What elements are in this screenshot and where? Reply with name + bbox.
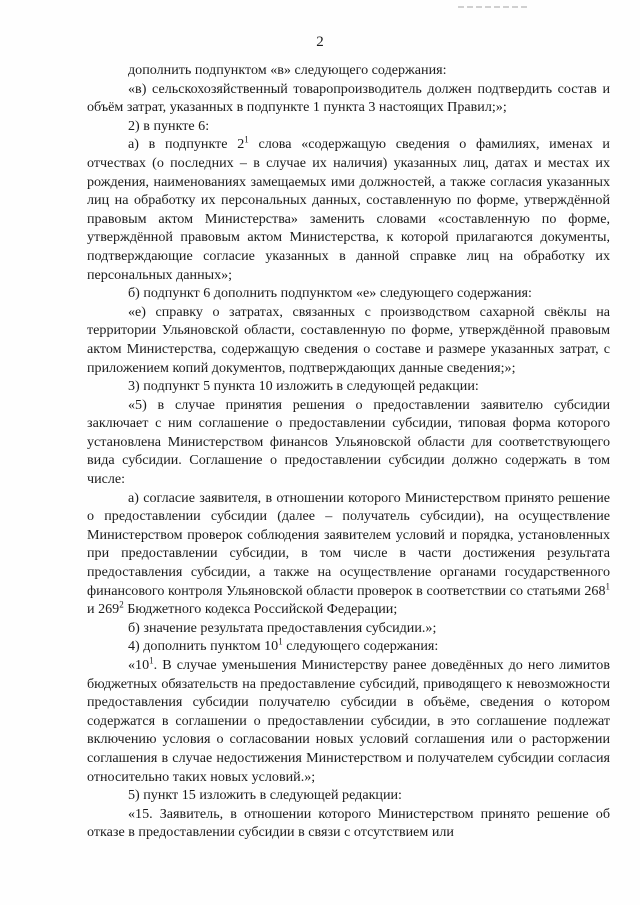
- paragraph: «5) в случае принятия решения о предоставлении заявителю субсидии заключает с ним соглашение о предоставлении субсидии, типовая форма которого установлена Министерством финансов Ульяновской области для соответствующего вида субсидии. Соглашение о предоставлении субсидии должно содержать в том числе:: [87, 396, 610, 488]
- paragraph: «в) сельскохозяйственный товаропроизводитель должен подтвердить состав и объём затрат, указанных в подпункте 1 пункта 3 настоящих Правил;»;: [87, 80, 610, 116]
- paragraph: 3) подпункт 5 пункта 10 изложить в следующей редакции:: [128, 378, 479, 395]
- paragraph: 5) пункт 15 изложить в следующей редакции:: [128, 787, 402, 804]
- document-body: [87, 61, 610, 842]
- paragraph: б) подпункт 6 дополнить подпунктом «е» следующего содержания:: [128, 285, 532, 302]
- paragraph: «$10^1$. В случае уменьшения Министерству ранее доведённых до него лимитов бюджетных обязательств на предоставление субсидий, приводящего к невозможности предоставления субсидии получателю субсидии в объёме, сведения о котором содержатся в соглашении о предоставлении субсидии, в это соглашение подлежат включению условия о согласовании новых условий соглашения или о расторжении соглашения в случае недостижения Министерством и получателем субсидии согласия относительно таких новых условий.»;: [87, 655, 610, 785]
- paragraph: 2) в пункте 6:: [128, 117, 210, 134]
- paragraph: 4) дополнить пунктом $10^1$ следующего содержания:: [128, 636, 439, 655]
- paragraph: а) в подпункте $2^1$ слова «содержащую сведения о фамилиях, именах и отчествах (о последних – в случае их наличия) указанных лиц, датах и местах их рождения, наименованиях замещаемых ими должностей, а также согласия указанных лиц на обработку их персональных данных, составленную по форме, утверждённой правовым актом Министерства» заменить словами «составленную по форме, утверждённой правовым актом Министерства, к которой прилагаются документы, подтверждающие согласие указанных в данной справке лиц на обработку их персональных данных»;: [87, 134, 610, 283]
- paragraph: дополнить подпунктом «в» следующего содержания:: [128, 62, 447, 78]
- paragraph: «15. Заявитель, в отношении которого Министерством принято решение об отказе в предоставлении субсидии в связи с отсутствием или: [87, 805, 610, 841]
- paragraph: а) согласие заявителя, в отношении которого Министерством принято решение о предоставлении субсидии (далее – получатель субсидии), на осуществление Министерством проверок соблюдения заявителем условий и порядка, установленных при предоставлении субсидии, в том числе в части достижения результата предоставления субсидии, а также на осуществление органами государственного финансового контроля Ульяновской области проверок в соответствии со статьями $268^1$ и $269^2$ Бюджетного кодекса Российской Федерации;: [87, 489, 610, 618]
- paragraph: б) значение результата предоставления субсидии.»;: [128, 619, 437, 636]
- page-number: 2: [316, 34, 324, 50]
- paragraph: «е) справку о затратах, связанных с производством сахарной свёклы на территории Ульяновской области, составленную по форме, утверждённой правовым актом Министерства, содержащую сведения о составе и размере указанных затрат, с приложением копий документов, подтверждающих данные сведения;»;: [87, 303, 610, 376]
- scan-artifact: [458, 6, 528, 8]
